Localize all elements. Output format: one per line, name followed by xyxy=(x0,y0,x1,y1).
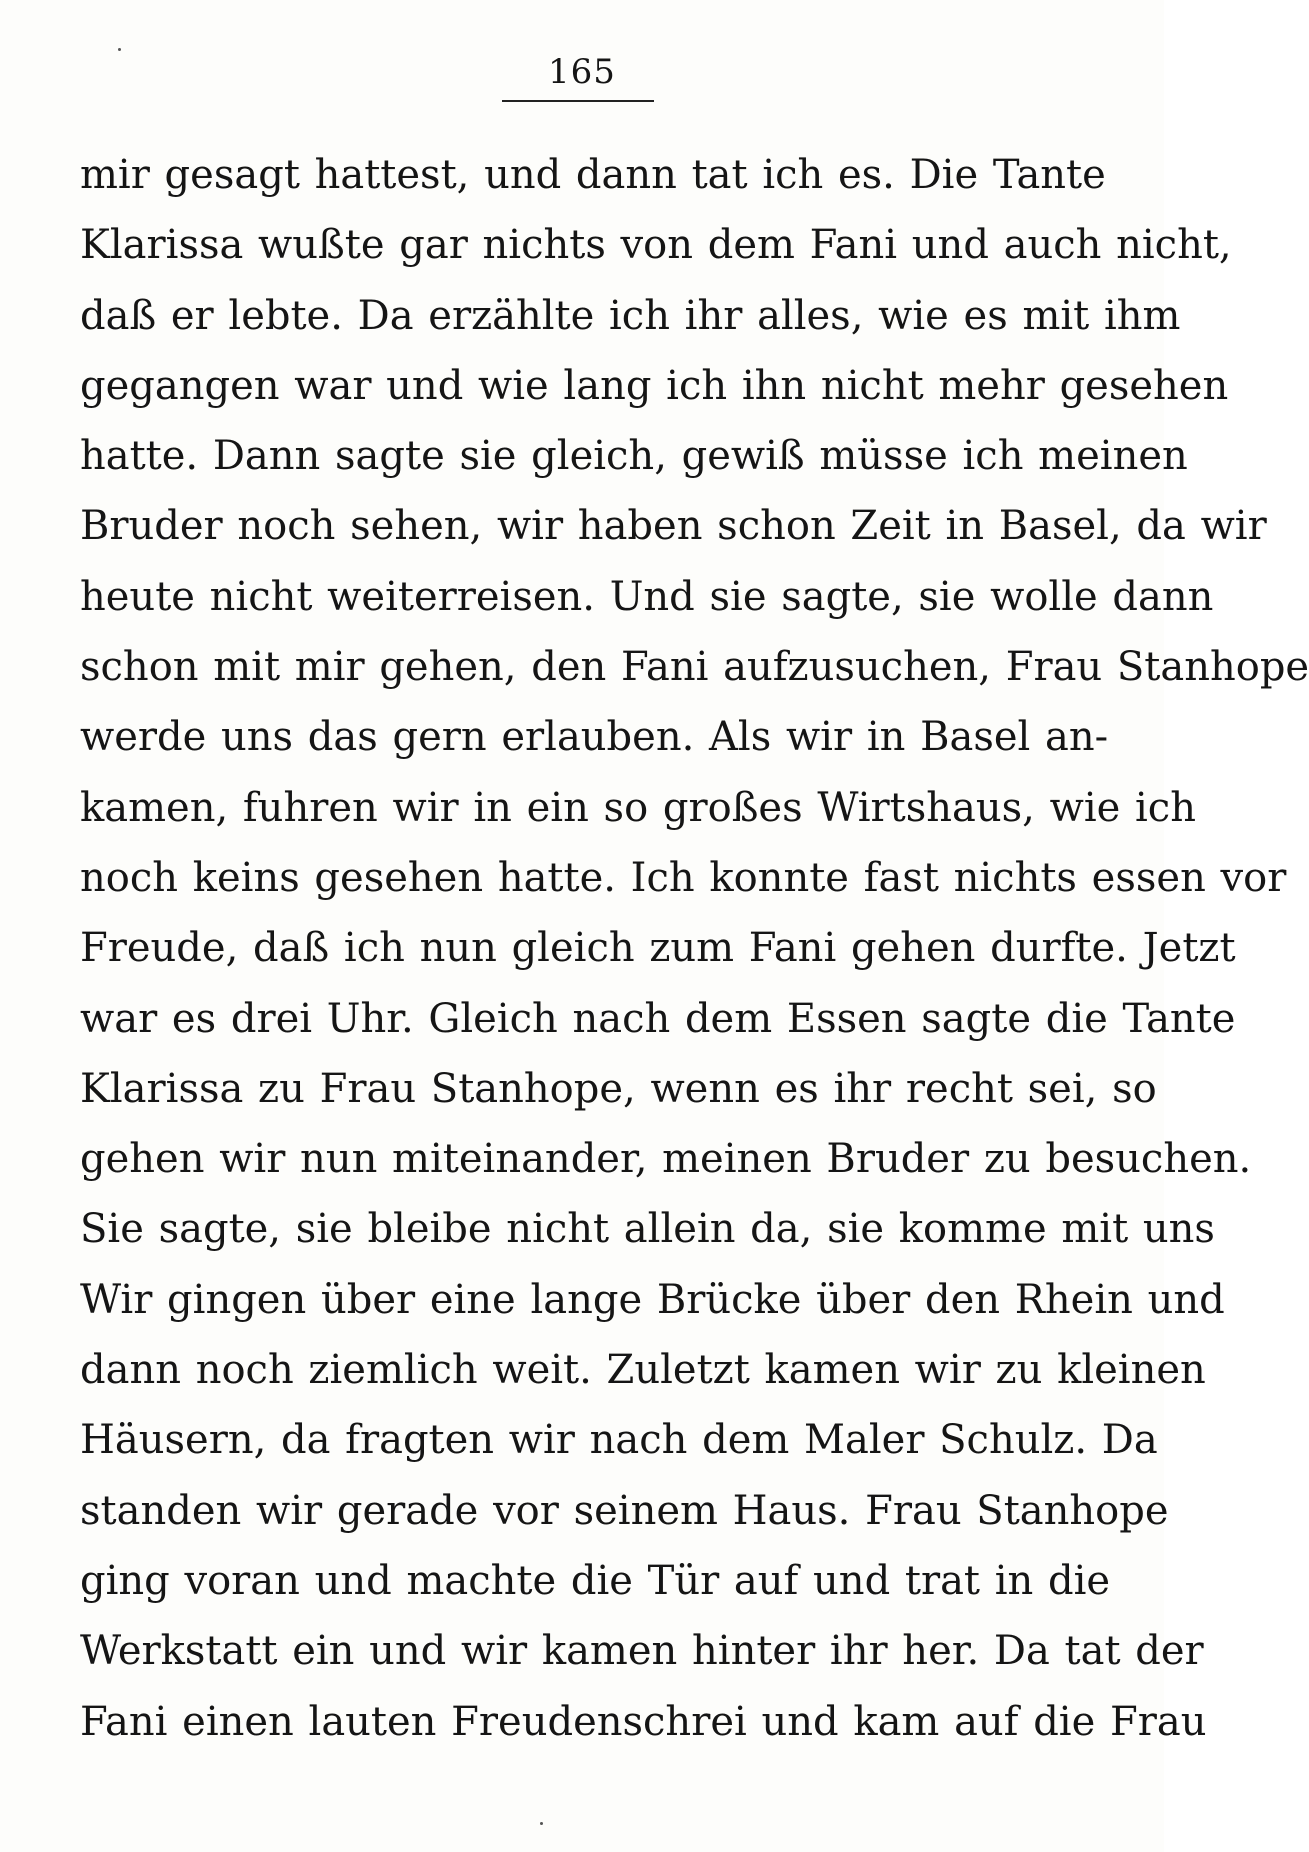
text-line: dann noch ziemlich weit. Zuletzt kamen wir zu kleinen xyxy=(80,1347,1206,1394)
body-text xyxy=(80,140,1309,1757)
paper-speck xyxy=(540,1822,543,1825)
text-line: standen wir gerade vor seinem Haus. Frau Stanhope xyxy=(80,1487,1169,1534)
text-line: Werkstatt ein und wir kamen hinter ihr her. Da tat der xyxy=(80,1628,1204,1675)
text-line: war es drei Uhr. Gleich nach dem Essen sagte die Tante xyxy=(80,995,1236,1042)
text-line: Häusern, da fragten wir nach dem Maler Schulz. Da xyxy=(80,1417,1158,1464)
text-line: kamen, fuhren wir in ein so großes Wirtshaus, wie ich xyxy=(80,784,1196,831)
text-line: gegangen war und wie lang ich ihn nicht mehr gesehen xyxy=(80,362,1229,409)
text-line: mir gesagt hattest, und dann tat ich es. Die Tante xyxy=(80,152,1106,198)
text-line: werde uns das gern erlauben. Als wir in Basel an- xyxy=(80,714,1109,761)
page-number: 165 xyxy=(548,52,616,92)
paper-speck xyxy=(118,48,121,51)
text-line: ging voran und machte die Tür auf und trat in die xyxy=(80,1557,1111,1604)
text-line: Sie sagte, sie bleibe nicht allein da, sie komme mit uns xyxy=(80,1206,1215,1253)
text-line: Wir gingen über eine lange Brücke über den Rhein und xyxy=(80,1276,1225,1323)
header-rule xyxy=(502,100,654,102)
text-line: Klarissa zu Frau Stanhope, wenn es ihr recht sei, so xyxy=(80,1065,1157,1112)
text-line: hatte. Dann sagte sie gleich, gewiß müsse ich meinen xyxy=(80,433,1188,480)
text-line: gehen wir nun miteinander, meinen Bruder zu besuchen. xyxy=(80,1136,1252,1183)
text-line: noch keins gesehen hatte. Ich konnte fast nichts essen vor xyxy=(80,854,1287,901)
text-line: heute nicht weiterreisen. Und sie sagte, sie wolle dann xyxy=(80,573,1214,620)
text-line: Freude, daß ich nun gleich zum Fani gehen durfte. Jetzt xyxy=(80,925,1236,972)
text-line: daß er lebte. Da erzählte ich ihr alles, wie es mit ihm xyxy=(80,292,1181,339)
text-line: Fani einen lauten Freudenschrei und kam auf die Frau xyxy=(80,1698,1207,1745)
text-line: Klarissa wußte gar nichts von dem Fani und auch nicht, xyxy=(80,222,1232,269)
text-line: schon mit mir gehen, den Fani aufzusuchen, Frau Stanhope xyxy=(80,644,1309,691)
text-line: Bruder noch sehen, wir haben schon Zeit in Basel, da wir xyxy=(80,503,1267,550)
